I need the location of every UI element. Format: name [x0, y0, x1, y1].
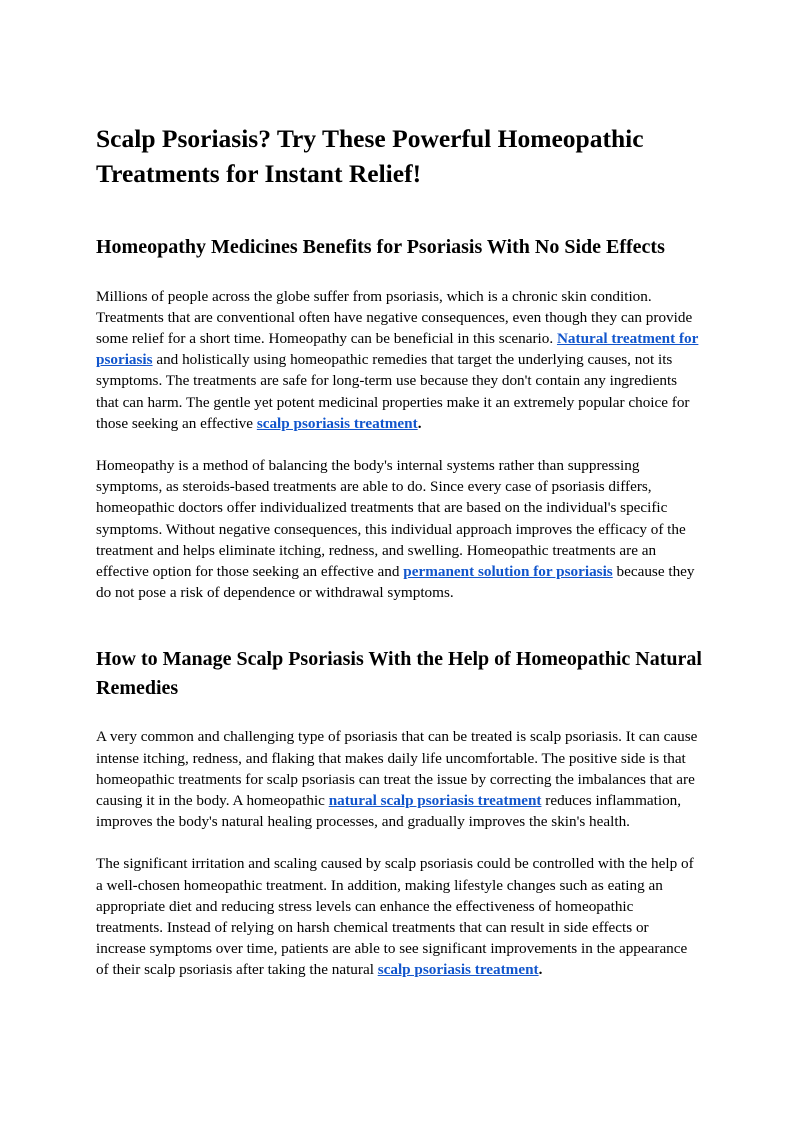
paragraph: [96, 455, 702, 603]
paragraph-text: reduces inflammation, improves the body's natural healing processes, and gradually improves the skin's health.: [96, 791, 682, 831]
paragraph-text: and holistically using homeopathic remedies that target the underlying causes, not its symptoms. The treatments are safe for long-term use because they don't contain any ingredients that can harm. The gentle yet potent medicinal properties make it an extremely popular choice for those seeking an effective: [96, 351, 690, 432]
natural-treatment-link[interactable]: Natural treatment for psoriasis: [96, 329, 699, 369]
paragraph-end: .: [538, 961, 543, 979]
paragraph: [96, 286, 702, 434]
section-heading-manage: How to Manage Scalp Psoriasis With the Help of Homeopathic Natural Remedies: [96, 648, 702, 699]
document-page: [96, 121, 702, 1002]
permanent-solution-link[interactable]: permanent solution for psoriasis: [403, 562, 613, 580]
paragraph-end: .: [417, 414, 422, 432]
paragraph: [96, 853, 702, 980]
paragraph-text: Millions of people across the globe suffer from psoriasis, which is a chronic skin condition. Treatments that are conventional often have negative consequences, even though they can provide some relief for a short time. Homeopathy can be beneficial in this scenario.: [96, 287, 693, 347]
page-title: Scalp Psoriasis? Try These Powerful Homeopathic Treatments for Instant Relief!: [96, 124, 644, 188]
scalp-psoriasis-treatment-link[interactable]: scalp psoriasis treatment: [256, 414, 418, 432]
paragraph-text: because they do not pose a risk of dependence or withdrawal symptoms.: [96, 562, 695, 602]
paragraph-text: The significant irritation and scaling caused by scalp psoriasis could be controlled with the help of a well-chosen homeopathic treatment. In addition, making lifestyle changes such as eating an appropriate diet and reducing stress levels can enhance the effectiveness of homeopathic treatments. Instead of relying on harsh chemical treatments that can result in side effects or increase symptoms over time, patients are able to see significant improvements in the appearance of their scalp psoriasis after taking the natural: [96, 855, 694, 979]
paragraph: [96, 726, 702, 832]
scalp-psoriasis-treatment-link[interactable]: scalp psoriasis treatment: [377, 961, 539, 979]
paragraph-text: A very common and challenging type of psoriasis that can be treated is scalp psoriasis. It can cause intense itching, redness, and flaking that makes daily life uncomfortable. The positive side is that homeopathic treatments for scalp psoriasis can treat the issue by correcting the imbalances that are causing it in the body. A homeopathic: [96, 728, 698, 809]
paragraph-text: Homeopathy is a method of balancing the body's internal systems rather than suppressing symptoms, as steroids-based treatments are able to do. Since every case of psoriasis differs, homeopathic doctors offer individualized treatments that are based on the individual's specific symptoms. Without negative consequences, this individual approach improves the efficacy of the treatment and helps eliminate itching, redness, and swelling. Homeopathic treatments are an effective option for those seeking an effective and: [96, 456, 686, 580]
natural-scalp-psoriasis-treatment-link[interactable]: natural scalp psoriasis treatment: [328, 791, 542, 809]
section-heading-benefits: Homeopathy Medicines Benefits for Psoriasis With No Side Effects: [96, 236, 665, 258]
